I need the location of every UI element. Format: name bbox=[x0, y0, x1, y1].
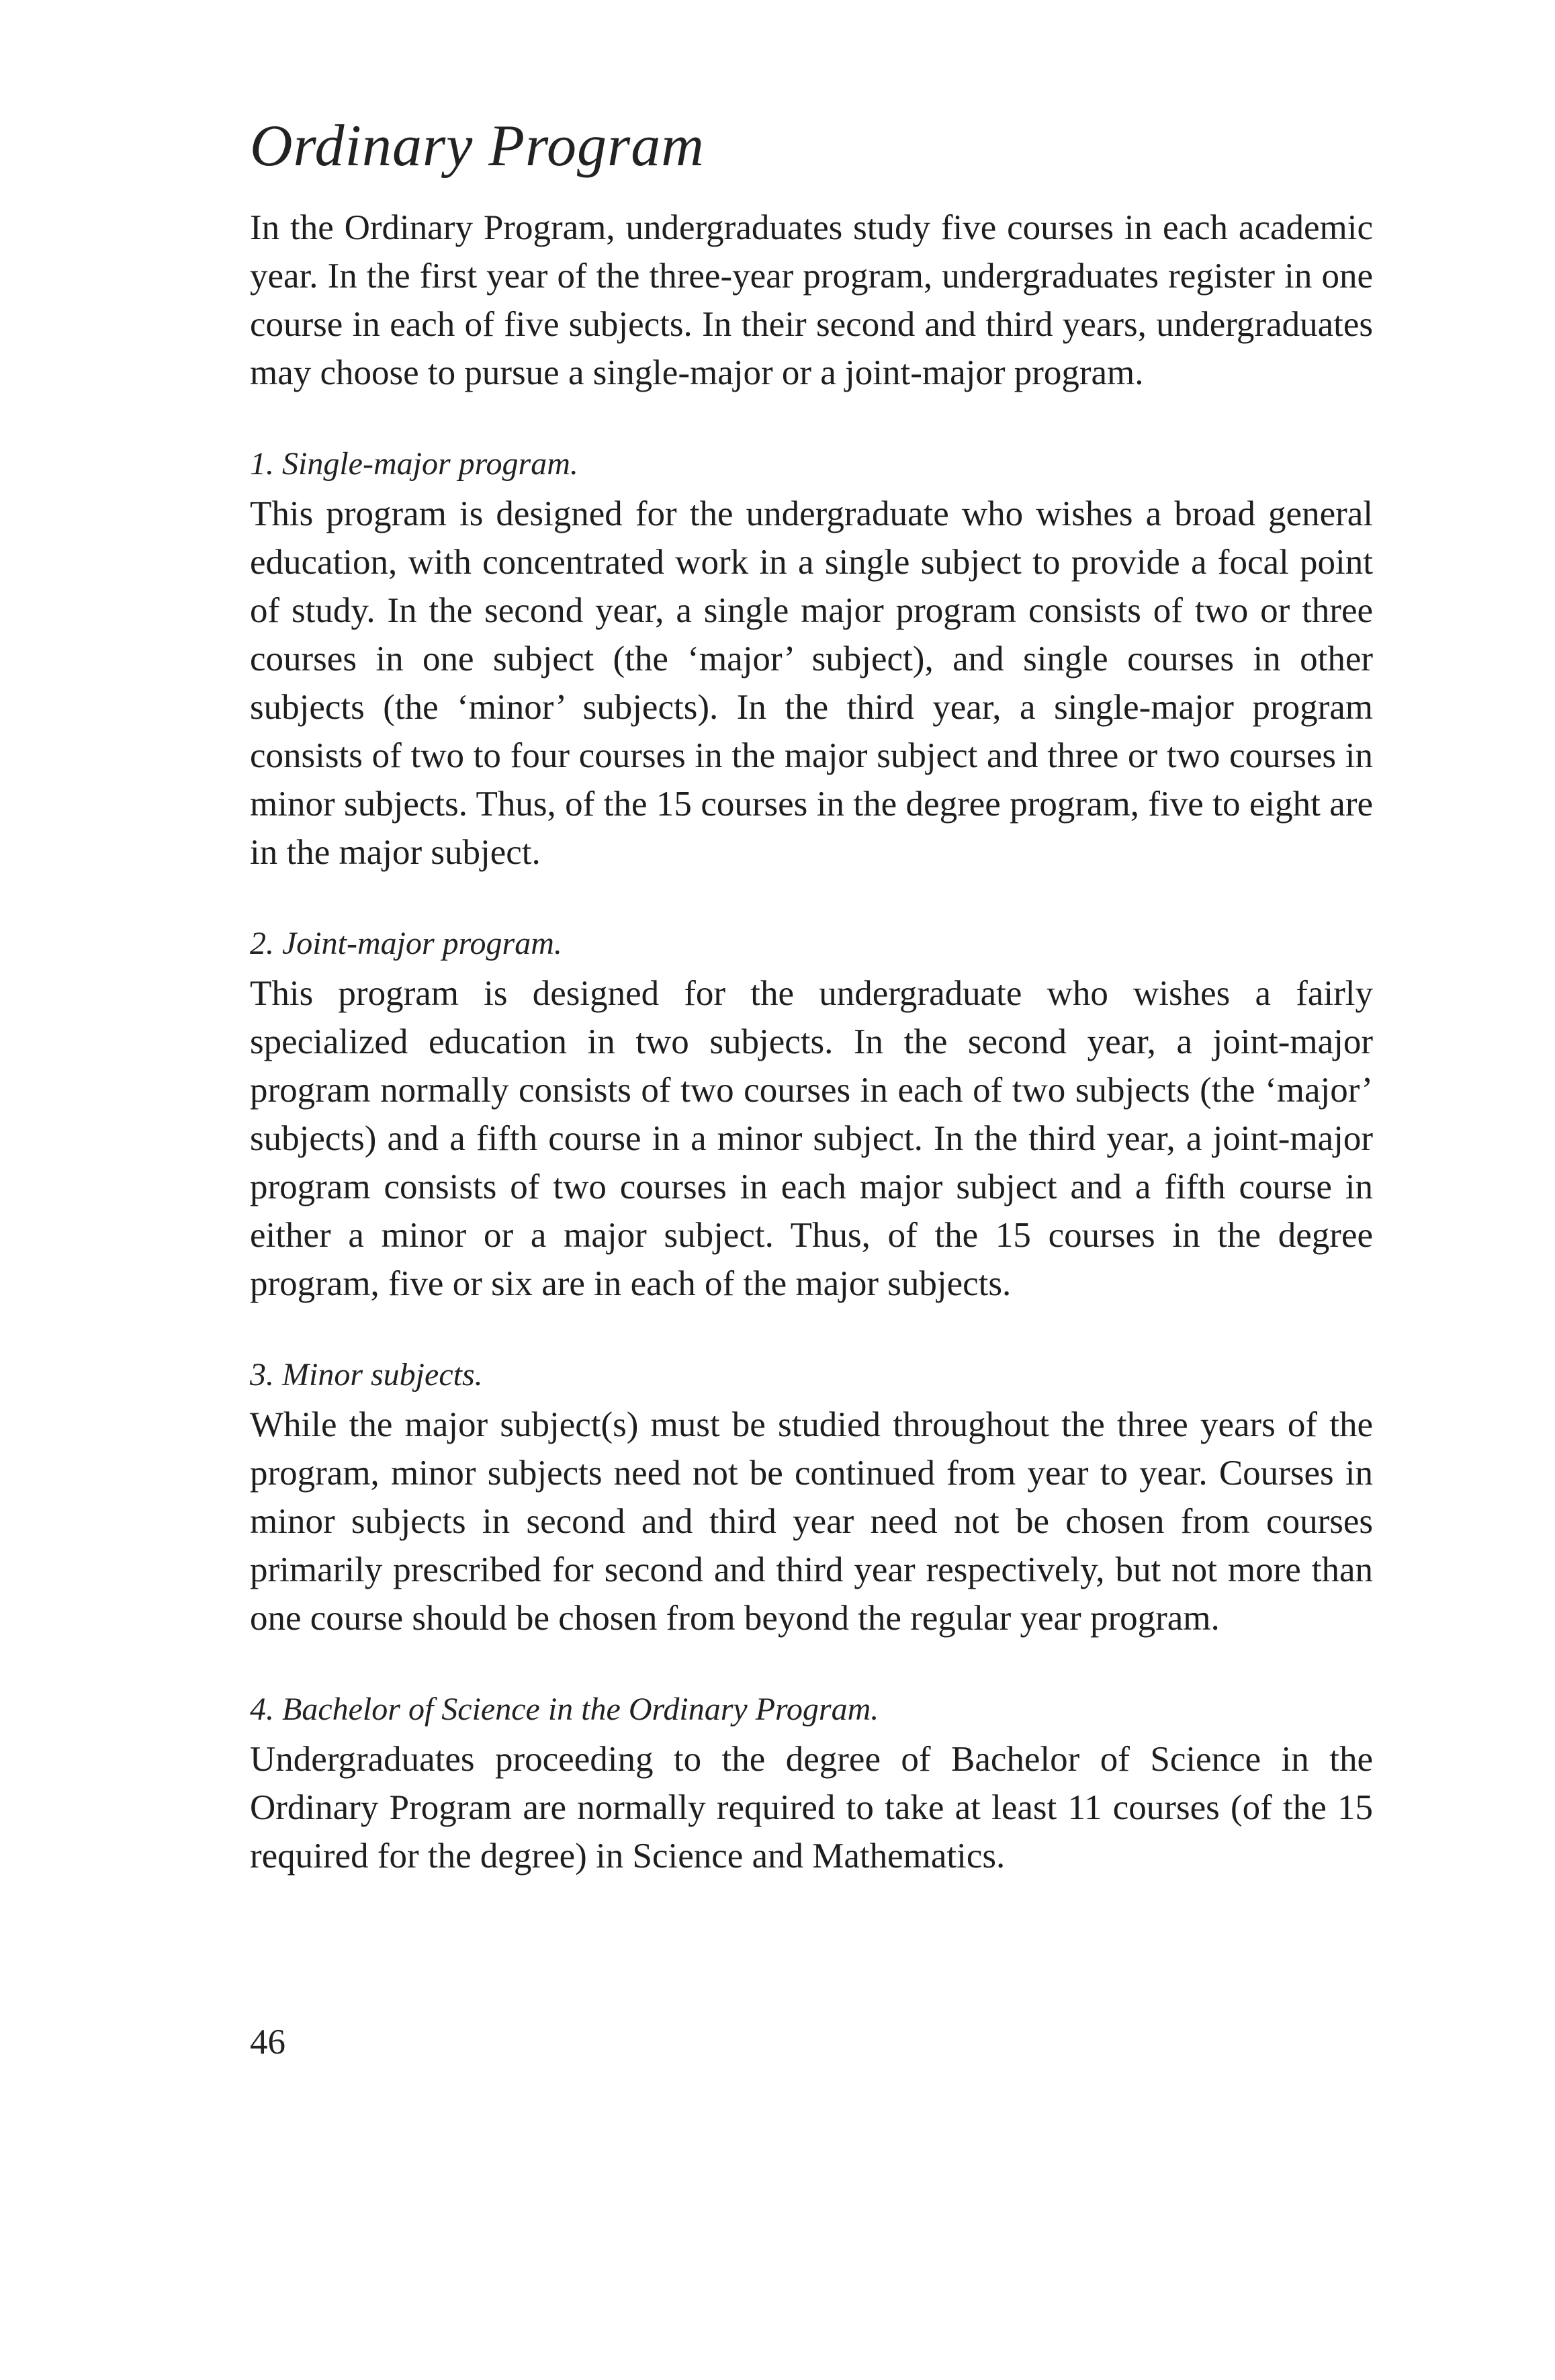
section-body: While the major subject(s) must be studied throughout the three years of the program, minor subjects need not be continued from year to year. Courses in minor subjects in second and third year need not be chosen from courses primarily prescribed for second and third year respectively, but not more than one course should be chosen from beyond the regular year program. bbox=[250, 1405, 1373, 1638]
intro-paragraph: In the Ordinary Program, undergraduates study five courses in each academic year. In the first year of the three-year program, undergraduates register in one course in each of five subjects. In their second and third years, undergraduates may choose to pursue a single-major or a joint-major program. bbox=[250, 208, 1373, 392]
page-heading: Ordinary Program bbox=[250, 114, 705, 179]
section-title: 4. Bachelor of Science in the Ordinary Program. bbox=[250, 1691, 879, 1727]
section-title: 2. Joint-major program. bbox=[250, 925, 562, 961]
section-single-major bbox=[250, 441, 1373, 877]
section-bachelor-of-science bbox=[250, 1687, 1373, 1880]
section-joint-major bbox=[250, 921, 1373, 1308]
section-body: Undergraduates proceeding to the degree of Bachelor of Science in the Ordinary Program are normally required to take at least 11 courses (of the 15 required for the degree) in Science and Mathematics. bbox=[250, 1739, 1373, 1876]
section-body: This program is designed for the undergraduate who wishes a fairly specialized education in two subjects. In the second year, a joint-major program normally consists of two courses in each of two subjects (the ‘major’ subjects) and a fifth course in a minor subject. In the third year, a joint-major program consists of two courses in each major subject and a fifth course in either a minor or a major subject. Thus, of the 15 courses in the degree program, five or six are in each of the major subjects. bbox=[250, 973, 1373, 1303]
section-minor-subjects bbox=[250, 1352, 1373, 1642]
section-title: 3. Minor subjects. bbox=[250, 1356, 483, 1393]
page-content bbox=[250, 114, 1373, 1880]
section-title: 1. Single-major program. bbox=[250, 445, 578, 482]
section-body: This program is designed for the undergraduate who wishes a broad general education, with concentrated work in a single subject to provide a focal point of study. In the second year, a single major program consists of two or three courses in one subject (the ‘major’ subject), and single courses in other subjects (the ‘minor’ subjects). In the third year, a single-major program consists of two to four courses in the major subject and three or two courses in minor subjects. Thus, of the 15 courses in the degree program, five to eight are in the major subject. bbox=[250, 494, 1373, 872]
page-number: 46 bbox=[250, 2023, 285, 2062]
